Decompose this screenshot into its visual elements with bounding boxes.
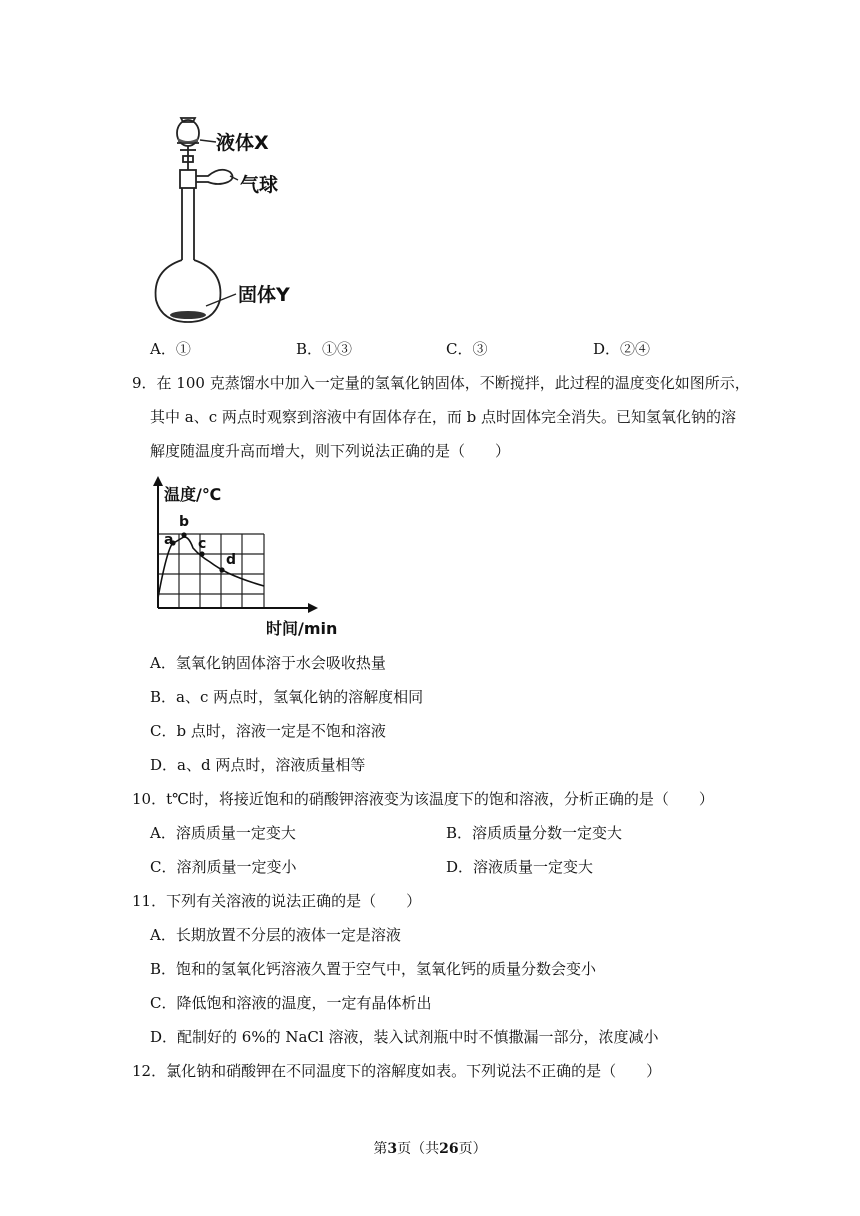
y-axis-label: 温度/℃	[164, 485, 222, 504]
point-label-a: a	[164, 532, 174, 548]
point-b	[181, 532, 186, 537]
page-footer	[0, 1138, 860, 1158]
q8-option-a[interactable]: A．①	[150, 340, 191, 358]
label-solid-y: 固体Y	[238, 284, 290, 306]
q8-option-d[interactable]: D．②④	[593, 340, 651, 358]
q10-option-c[interactable]: C．溶剂质量一定变小	[150, 858, 297, 876]
footer-page-number: 3	[387, 1141, 398, 1157]
q9-option-d[interactable]: D．a、d 两点时，溶液质量相等	[150, 756, 366, 774]
q10-stem: 10．t℃时，将接近饱和的硝酸钾溶液变为该温度下的饱和溶液，分析正确的是（ ）	[132, 790, 714, 808]
point-label-d: d	[226, 552, 237, 568]
q12-stem: 12．氯化钠和硝酸钾在不同温度下的溶解度如表。下列说法不正确的是（ ）	[132, 1062, 662, 1080]
footer-suffix: 页）	[458, 1141, 487, 1157]
q8-option-c[interactable]: C．③	[446, 340, 488, 358]
q9-option-a[interactable]: A．氢氧化钠固体溶于水会吸收热量	[150, 654, 386, 672]
q9-option-c[interactable]: C．b 点时，溶液一定是不饱和溶液	[150, 722, 386, 740]
q8-option-b[interactable]: B．①③	[296, 340, 353, 358]
q11-option-c[interactable]: C．降低饱和溶液的温度，一定有晶体析出	[150, 994, 432, 1012]
apparatus-figure	[150, 110, 320, 326]
label-balloon: 气球	[240, 174, 279, 196]
q11-option-a[interactable]: A．长期放置不分层的液体一定是溶液	[150, 926, 401, 944]
footer-middle: 页（共	[397, 1141, 440, 1157]
x-axis-label: 时间/min	[266, 619, 338, 638]
q9-stem-line1: 9．在 100 克蒸馏水中加入一定量的氢氧化钠固体，不断搅拌，此过程的温度变化如图所示，	[132, 374, 750, 392]
q10-option-a[interactable]: A．溶质质量一定变大	[150, 824, 296, 842]
q9-option-b[interactable]: B．a、c 两点时，氢氧化钠的溶解度相同	[150, 688, 424, 706]
q11-option-b[interactable]: B．饱和的氢氧化钙溶液久置于空气中，氢氧化钙的质量分数会变小	[150, 960, 597, 978]
point-c	[199, 551, 204, 556]
point-d	[219, 567, 224, 572]
q10-option-d[interactable]: D．溶液质量一定变大	[446, 858, 594, 876]
q9-stem-line3: 解度随温度升高而增大，则下列说法正确的是（ ）	[150, 442, 511, 460]
q9-stem-line2: 其中 a、c 两点时观察到溶液中有固体存在，而 b 点时固体完全消失。已知氢氧化钠的溶	[150, 408, 737, 426]
point-label-c: c	[198, 536, 207, 552]
q11-option-d[interactable]: D．配制好的 6%的 NaCl 溶液，装入试剂瓶中时不慎撒漏一部分，浓度减小	[150, 1028, 659, 1046]
temperature-chart	[148, 474, 338, 636]
label-liquid-x: 液体X	[216, 132, 269, 154]
point-label-b: b	[179, 514, 190, 530]
footer-prefix: 第	[373, 1141, 388, 1157]
q10-option-b[interactable]: B．溶质质量分数一定变大	[446, 824, 623, 842]
q11-stem: 11．下列有关溶液的说法正确的是（ ）	[132, 892, 422, 910]
footer-total-pages: 26	[439, 1141, 459, 1157]
